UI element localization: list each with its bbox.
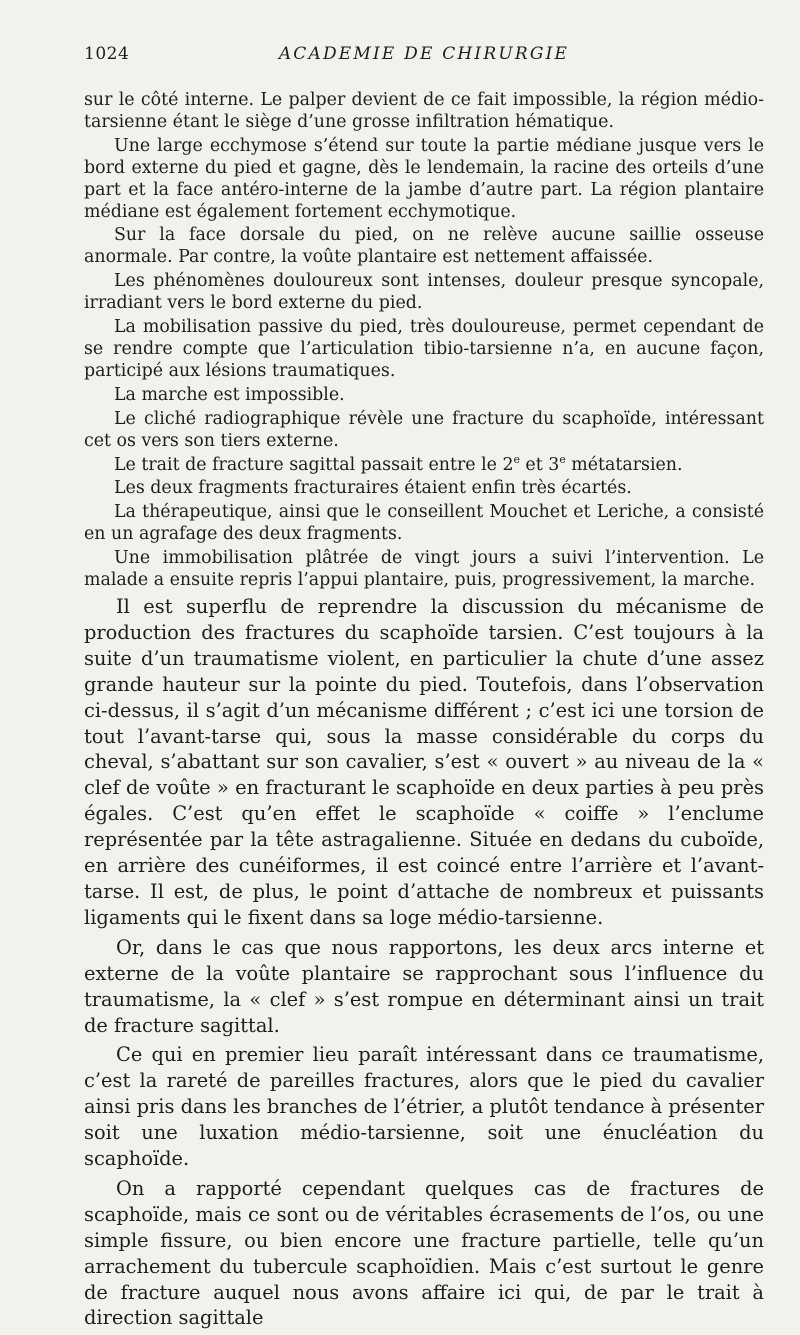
superscript: e [513, 452, 520, 466]
text-segment: Le trait de fracture sagittal passait entre le 2 [114, 454, 514, 475]
observation-paragraph: La thérapeutique, ainsi que le conseillent Mouchet et Leriche, a consisté en un agrafage des deux fragments. [84, 502, 764, 545]
observation-paragraph [84, 452, 764, 477]
discussion-section [84, 594, 764, 1335]
discussion-paragraph: On a rapporté cependant quelques cas de fractures de scaphoïde, mais ce sont ou de véritables écrasements de l’os, ou une simple fissure, ou bien encore une fracture partielle, telle qu’un arrachement du tubercule scaphoïdien. Mais c’est surtout le genre de fracture auquel nous avons affaire ici qui, de par le trait à direction sagittale [84, 1176, 764, 1330]
discussion-paragraph: Or, dans le cas que nous rapportons, les deux arcs interne et externe de la voûte plantaire se rapprochant sous l’influence du traumatisme, la « clef » s’est rompue en déterminant ainsi un trait de fracture sagittal. [84, 935, 764, 1037]
observation-section [84, 90, 764, 594]
observation-paragraph: Le cliché radiographique révèle une fracture du scaphoïde, intéressant cet os vers son tiers externe. [84, 408, 764, 451]
superscript: e [559, 452, 566, 466]
page-header [84, 44, 764, 70]
discussion-paragraph: Ce qui en premier lieu paraît intéressant dans ce traumatisme, c’est la rareté de pareilles fractures, alors que le pied du cavalier ainsi pris dans les branches de l’étrier, a plutôt tendance à présenter soit une luxation médio-tarsienne, soit une énucléation du scaphoïde. [84, 1043, 764, 1171]
observation-paragraph: Une large ecchymose s’étend sur toute la partie médiane jusque vers le bord externe du pied et gagne, dès le lendemain, la racine des orteils d’une part et la face antéro-interne de la jambe d’autre part. La région plantaire médiane est également fortement ecchymotique. [84, 135, 764, 222]
discussion-paragraph: Il est superflu de reprendre la discussion du mécanisme de production des fractures du scaphoïde tarsien. C’est toujours à la suite d’un traumatisme violent, en particulier la chute d’une assez grande hauteur sur la pointe du pied. Toutefois, dans l’observation ci-dessus, il s’agit d’un mécanisme différent ; c’est ici une torsion de tout l’avant-tarse qui, sous la masse considérable du corps du cheval, s’abattant sur son cavalier, s’est « ouvert » au niveau de la « clef de voûte » en fracturant le scaphoïde en deux parties à peu près égales. C’est qu’en effet le scaphoïde « coiffe » l’enclume représentée par la tête astragalienne. Située en dedans du cuboïde, en arrière des cunéiformes, il est coincé entre l’arrière et l’avant-tarse. Il est, de plus, le point d’attache de nombreux et puissants ligaments qui le fixent dans sa loge médio-tarsienne. [84, 595, 764, 929]
page-number: 1024 [84, 44, 130, 64]
running-title: ACADEMIE DE CHIRURGIE [278, 44, 570, 64]
observation-paragraph: Sur la face dorsale du pied, on ne relève aucune saillie osseuse anormale. Par contre, la voûte plantaire est nettement affaissée. [84, 225, 764, 268]
observation-paragraph: La marche est impossible. [114, 384, 345, 405]
observation-paragraph: Les phénomènes douloureux sont intenses, douleur presque syncopale, irradiant vers le bord externe du pied. [84, 271, 764, 314]
observation-paragraph: Une immobilisation plâtrée de vingt jours a suivi l’intervention. Le malade a ensuite repris l’appui plantaire, puis, progressivement, la marche. [84, 548, 764, 591]
text-segment: métatarsien. [565, 454, 683, 475]
observation-paragraph: La mobilisation passive du pied, très douloureuse, permet cependant de se rendre compte que l’articulation tibio-tarsienne n’a, en aucune façon, participé aux lésions traumatiques. [84, 317, 764, 381]
text-segment: et 3 [519, 454, 560, 475]
observation-paragraph: sur le côté interne. Le palper devient de ce fait impossible, la région médio-tarsienne étant le siège d’une grosse infiltration hématique. [84, 90, 764, 132]
observation-paragraph: Les deux fragments fracturaires étaient enfin très écartés. [114, 478, 632, 499]
